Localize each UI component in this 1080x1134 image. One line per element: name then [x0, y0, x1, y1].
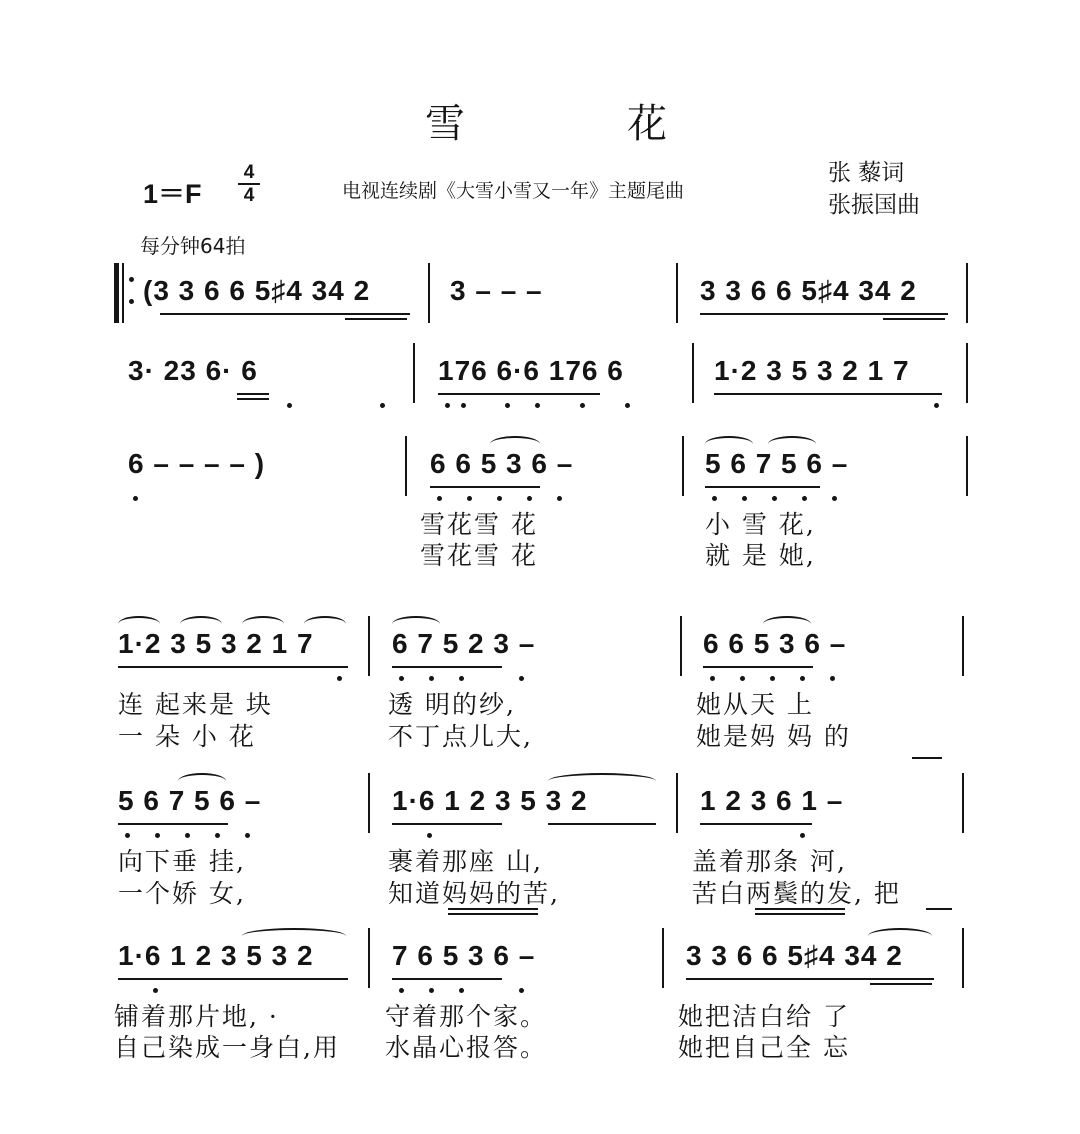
underline-beam	[705, 486, 820, 488]
time-signature	[238, 163, 260, 205]
lyric-verse-1: 向下垂 挂,	[118, 847, 246, 876]
low-octave-dot	[399, 988, 404, 993]
measure-notes: 3· 23 6· 6	[128, 355, 258, 386]
barline	[368, 773, 370, 833]
underline-beam	[700, 823, 812, 825]
lyric-melisma-line	[448, 913, 538, 915]
slur	[242, 928, 346, 944]
low-octave-dot	[742, 496, 747, 501]
low-octave-dot	[125, 833, 130, 838]
underline-beam	[118, 666, 348, 668]
lyric-verse-2: 她是妈 妈 的	[696, 722, 851, 751]
underline-beam	[237, 393, 269, 395]
low-octave-dot	[445, 403, 450, 408]
low-octave-dot	[155, 833, 160, 838]
lyric-verse-1: 她从天 上	[696, 690, 814, 719]
lyric-verse-1: 守着那个家。	[385, 1002, 548, 1031]
song-title-char-1: 雪	[425, 101, 465, 147]
lyric-verse-2: 苦白两鬓的发, 把	[692, 879, 901, 908]
low-octave-dot	[580, 403, 585, 408]
lyric-verse-2: 自己染成一身白,用	[114, 1033, 340, 1062]
tempo-marking: 每分钟64拍	[140, 234, 246, 258]
lyric-verse-1: 小 雪 花,	[705, 510, 816, 539]
underline-beam	[392, 978, 502, 980]
low-octave-dot	[535, 403, 540, 408]
lyric-verse-1: 盖着那条 河,	[692, 847, 847, 876]
low-octave-dot	[519, 988, 524, 993]
low-octave-dot	[399, 676, 404, 681]
measure-notes: 176 6·6 176 6	[438, 355, 624, 386]
lyric-melisma-line	[755, 908, 845, 910]
low-octave-dot	[245, 833, 250, 838]
slur	[490, 436, 540, 452]
measure-notes: 6 7 5 2 3 –	[392, 628, 536, 659]
low-octave-dot	[215, 833, 220, 838]
measure-notes: 3 3 6 6 5♯4 34 2	[700, 275, 917, 306]
low-octave-dot	[772, 496, 777, 501]
barline	[428, 263, 430, 323]
song-subtitle: 电视连续剧《大雪小雪又一年》主题尾曲	[342, 180, 685, 202]
barline	[962, 616, 964, 676]
barline	[680, 616, 682, 676]
underline-beam	[686, 978, 934, 980]
measure-notes: 3 – – –	[450, 275, 543, 306]
lyric-verse-2: 就 是 她,	[705, 541, 816, 570]
measure-notes: 1 2 3 6 1 –	[700, 785, 844, 816]
measure-notes: 1·2 3 5 3 2 1 7	[714, 355, 910, 386]
underline-beam-double	[345, 318, 407, 320]
slur	[180, 616, 222, 632]
low-octave-dot	[429, 676, 434, 681]
lyricist-credit: 张 藜词	[828, 160, 905, 186]
lyric-verse-2: 雪花雪 花	[420, 541, 538, 570]
slur	[705, 436, 753, 452]
slur	[763, 616, 811, 632]
lyric-verse-1: 她把洁白给 了	[678, 1002, 850, 1031]
slur	[768, 436, 816, 452]
underline-beam-double	[883, 318, 945, 320]
underline-beam	[703, 666, 813, 668]
repeat-dot	[129, 277, 134, 282]
low-octave-dot	[429, 988, 434, 993]
lyric-verse-1: 裹着那座 山,	[388, 847, 543, 876]
measure-notes: 1·6 1 2 3 5 3 2	[118, 940, 314, 971]
lyric-verse-2: 水晶心报答。	[385, 1033, 548, 1062]
barline	[692, 343, 694, 403]
barline	[368, 928, 370, 988]
barline	[662, 928, 664, 988]
measure-notes: 7 6 5 3 6 –	[392, 940, 536, 971]
low-octave-dot	[133, 496, 138, 501]
low-octave-dot	[185, 833, 190, 838]
barline	[962, 773, 964, 833]
slur	[868, 928, 932, 944]
low-octave-dot	[557, 496, 562, 501]
low-octave-dot	[832, 496, 837, 501]
barline	[676, 263, 678, 323]
low-octave-dot	[740, 676, 745, 681]
low-octave-dot	[505, 403, 510, 408]
lyric-verse-2: 一 朵 小 花	[118, 722, 256, 751]
barline	[413, 343, 415, 403]
low-octave-dot	[459, 676, 464, 681]
barline	[966, 436, 968, 496]
low-octave-dot	[934, 403, 939, 408]
low-octave-dot	[712, 496, 717, 501]
underline-beam	[430, 486, 540, 488]
time-signature-bottom: 4	[243, 185, 255, 206]
repeat-dot	[129, 299, 134, 304]
underline-beam-double	[237, 398, 269, 400]
measure-notes: (3 3 6 6 5♯4 34 2	[143, 275, 371, 306]
lyric-verse-2: 一个娇 女,	[118, 879, 246, 908]
repeat-barline	[114, 263, 119, 323]
low-octave-dot	[800, 676, 805, 681]
composer-credit: 张振国曲	[828, 192, 920, 218]
lyric-verse-1: 铺着那片地, ·	[114, 1002, 279, 1031]
lyric-extension-line	[926, 908, 952, 910]
underline-beam	[392, 666, 502, 668]
low-octave-dot	[467, 496, 472, 501]
slur	[178, 773, 226, 789]
barline	[368, 616, 370, 676]
low-octave-dot	[380, 403, 385, 408]
measure-notes: 1·6 1 2 3 5 3 2	[392, 785, 588, 816]
lyric-verse-2: 她把自己全 忘	[678, 1033, 850, 1062]
low-octave-dot	[461, 403, 466, 408]
underline-beam	[548, 823, 656, 825]
slur	[242, 616, 284, 632]
low-octave-dot	[710, 676, 715, 681]
low-octave-dot	[527, 496, 532, 501]
low-octave-dot	[830, 676, 835, 681]
barline	[682, 436, 684, 496]
low-octave-dot	[625, 403, 630, 408]
low-octave-dot	[427, 833, 432, 838]
low-octave-dot	[459, 988, 464, 993]
underline-beam	[714, 393, 942, 395]
low-octave-dot	[287, 403, 292, 408]
barline	[966, 263, 968, 323]
low-octave-dot	[497, 496, 502, 501]
repeat-barline-thin	[122, 263, 124, 323]
barline	[966, 343, 968, 403]
key-signature: 1＝F	[143, 179, 202, 209]
measure-notes: 5 6 7 5 6 –	[705, 448, 849, 479]
measure-notes: 5 6 7 5 6 –	[118, 785, 262, 816]
lyric-verse-2: 知道妈妈的苦,	[388, 879, 560, 908]
slur	[548, 773, 656, 789]
underline-beam	[700, 313, 948, 315]
low-octave-dot	[800, 833, 805, 838]
song-title-char-2: 花	[627, 101, 667, 147]
lyric-melisma-line	[448, 908, 538, 910]
slur	[304, 616, 346, 632]
low-octave-dot	[802, 496, 807, 501]
time-signature-top: 4	[243, 162, 255, 183]
underline-beam	[118, 978, 348, 980]
measure-notes: 3 3 6 6 5♯4 34 2	[686, 940, 903, 971]
slur	[118, 616, 160, 632]
barline	[676, 773, 678, 833]
underline-beam	[392, 823, 502, 825]
underline-beam	[438, 393, 600, 395]
lyric-extension-line	[912, 757, 942, 759]
barline	[405, 436, 407, 496]
lyric-verse-1: 透 明的纱,	[388, 690, 516, 719]
lyric-verse-1: 雪花雪 花	[420, 510, 538, 539]
measure-notes: 6 – – – – )	[128, 448, 266, 479]
underline-beam	[160, 313, 410, 315]
underline-beam	[118, 823, 228, 825]
measure-notes: 1·2 3 5 3 2 1 7	[118, 628, 314, 659]
barline	[962, 928, 964, 988]
low-octave-dot	[770, 676, 775, 681]
lyric-verse-1: 连 起来是 块	[118, 690, 273, 719]
low-octave-dot	[519, 676, 524, 681]
low-octave-dot	[337, 676, 342, 681]
measure-notes: 6 6 5 3 6 –	[430, 448, 574, 479]
low-octave-dot	[153, 988, 158, 993]
low-octave-dot	[437, 496, 442, 501]
lyric-verse-2: 不丁点儿大,	[388, 722, 533, 751]
measure-notes: 6 6 5 3 6 –	[703, 628, 847, 659]
lyric-melisma-line	[755, 913, 845, 915]
slur	[392, 616, 440, 632]
underline-beam-double	[870, 983, 932, 985]
staff-row-3	[0, 448, 1080, 568]
